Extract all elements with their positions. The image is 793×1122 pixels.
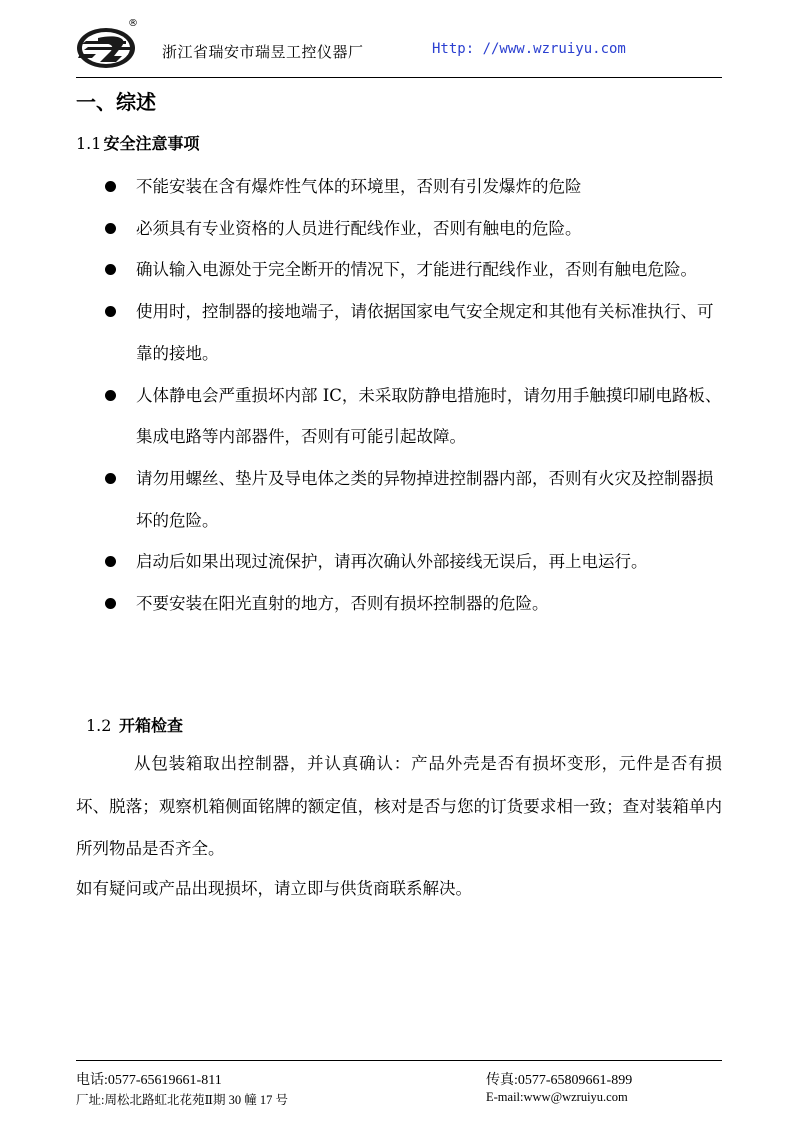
footer-phone: 电话:0577-65619661-811 — [76, 1073, 222, 1088]
list-item: 不要安装在阳光直射的地方，否则有损坏控制器的危险。 — [105, 583, 725, 625]
header-divider — [76, 77, 722, 78]
unpacking-note: 如有疑问或产品出现损坏，请立即与供货商联系解决。 — [76, 879, 472, 898]
subsection-number: 1.1 — [76, 134, 102, 153]
unpacking-paragraph: 从包装箱取出控制器，并认真确认：产品外壳是否有损坏变形，元件是否有损坏、脱落；观察机箱侧面铭牌的额定值，核对是否与您的订货要求相一致；查对装箱单内所列物品是否齐全。 — [76, 754, 722, 858]
subsection-heading-1-2 — [86, 713, 183, 736]
footer-address: 厂址:周松北路虹北花苑Ⅱ期 30 幢 17 号 — [76, 1093, 288, 1107]
footer-email[interactable]: E-mail:www@wzruiyu.com — [486, 1090, 628, 1104]
list-item: 必须具有专业资格的人员进行配线作业，否则有触电的危险。 — [105, 208, 725, 250]
registered-mark: ® — [128, 18, 138, 29]
list-item: 使用时，控制器的接地端子，请依据国家电气安全规定和其他有关标准执行、可靠的接地。 — [105, 291, 725, 374]
company-logo-icon — [76, 14, 144, 70]
list-item: 确认输入电源处于完全断开的情况下，才能进行配线作业，否则有触电危险。 — [105, 249, 725, 291]
section-title: 一、综述 — [76, 90, 156, 114]
list-item: 请勿用螺丝、垫片及导电体之类的异物掉进控制器内部，否则有火灾及控制器损坏的危险。 — [105, 458, 725, 541]
footer-divider — [76, 1060, 722, 1061]
safety-list — [105, 166, 725, 625]
website-link[interactable]: Http: //www.wzruiyu.com — [432, 41, 626, 57]
subsection-title: 开箱检查 — [119, 716, 184, 735]
subsection-number: 1.2 — [86, 716, 112, 735]
list-item: 人体静电会严重损坏内部 IC，未采取防静电措施时，请勿用手触摸印刷电路板、集成电路等内部器件，否则有可能引起故障。 — [105, 375, 725, 458]
list-item: 不能安装在含有爆炸性气体的环境里，否则有引发爆炸的危险 — [105, 166, 725, 208]
company-name: 浙江省瑞安市瑞昱工控仪器厂 — [162, 43, 364, 61]
subsection-heading-1-1 — [76, 131, 199, 154]
footer-fax: 传真:0577-65809661-899 — [486, 1073, 633, 1088]
subsection-title: 安全注意事项 — [103, 134, 200, 153]
list-item: 启动后如果出现过流保护，请再次确认外部接线无误后，再上电运行。 — [105, 541, 725, 583]
page-header — [76, 8, 722, 78]
